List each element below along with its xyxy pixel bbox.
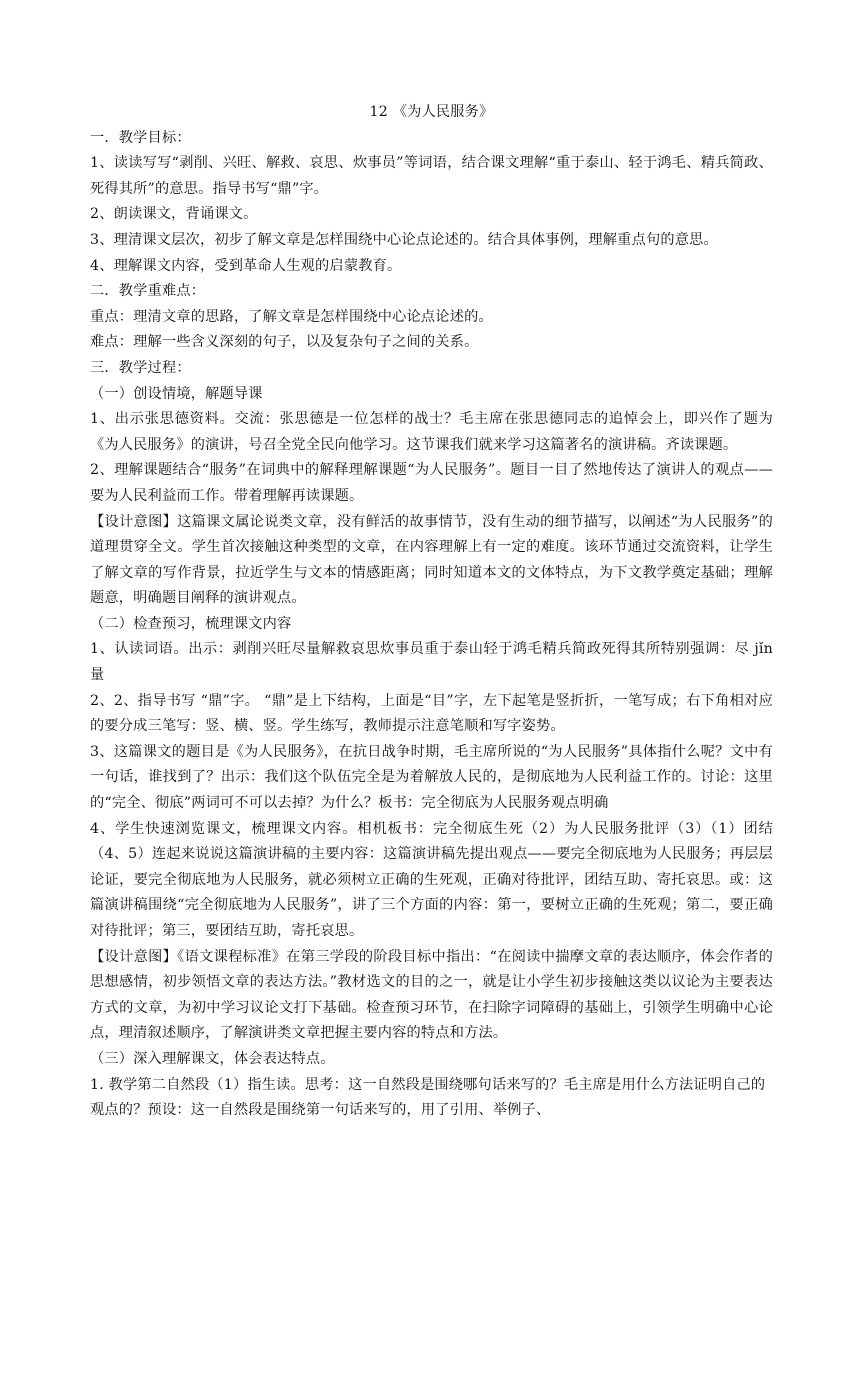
body-paragraph: 1. 教学第二自然段（1）指生读。思考：这一自然段是围绕哪句话来写的？毛主席是用什么方法证明自己的观点的？预设：这一自然段是围绕第一句话来写的，用了引用、举例子、 bbox=[90, 1076, 766, 1119]
body-paragraph: 3、这篇课文的题目是《为人民服务》，在抗日战争时期，毛主席所说的“为人民服务”具体指什么呢？文中有一句话，谁找到了？出示：我们这个队伍完全是为着解放人民的，是彻底地为人民利益工作的。讨论：这里的“完全、彻底”两词可不可以去掉？为什么？板书：完全彻底为人民服务观点明确 bbox=[90, 743, 773, 812]
body-paragraph: 1、出示张思德资料。交流：张思德是一位怎样的战士？毛主席在张思德同志的追悼会上，即兴作了题为《为人民服务》的演讲，号召全党全民向他学习。这节课我们就来学习这篇著名的演讲稿。齐读课题。 bbox=[90, 411, 773, 453]
body-paragraph: 4、学生快速浏览课文，梳理课文内容。相机板书：完全彻底生死（2）为人民服务批评（3）（1）团结（4、5）连起来说说这篇演讲稿的主要内容：这篇演讲稿先提出观点——要完全彻底地为人民服务；再层层论证，要完全彻底地为人民服务，就必须树立正确的生死观，正确对待批评，团结互助、寄托哀思。或：这篇演讲稿围绕“完全彻底地为人民服务”，讲了三个方面的内容：第一，要树立正确的生死观；第二，要正确对待批评；第三，要团结互助，寄托哀思。 bbox=[90, 820, 773, 939]
section-heading-objectives: 一．教学目标： bbox=[90, 129, 191, 146]
document-title: 12 《为人民服务》 bbox=[369, 104, 494, 120]
objective-item: 1、读读写写“剥削、兴旺、解救、哀思、炊事员”等词语，结合课文理解“重于泰山、轻于鸿毛、精兵简政、死得其所”的意思。指导书写“鼎”字。 bbox=[90, 155, 773, 197]
subsection-heading: （三）深入理解课文，体会表达特点。 bbox=[90, 1050, 335, 1067]
objective-item: 2、朗读课文，背诵课文。 bbox=[90, 206, 258, 223]
design-intent-paragraph: 【设计意图】《语文课程标准》在第三学段的阶段目标中指出：“在阅读中揣摩文章的表达顺序，体会作者的思想感情，初步领悟文章的表达方法。”教材选文的目的之一，就是让小学生初步接触这类以议论为主要表达方式的文章，为初中学习议论文打下基础。检查预习环节，在扫除字词障碍的基础上，引领学生明确中心论点，理清叙述顺序，了解演讲类文章把握主要内容的特点和方法。 bbox=[90, 948, 773, 1042]
section-heading-key-points: 二．教学重难点： bbox=[90, 283, 206, 300]
objective-item: 4、理解课文内容，受到革命人生观的启蒙教育。 bbox=[90, 257, 402, 274]
key-point-text: 重点：理清文章的思路，了解文章是怎样围绕中心论点论述的。 bbox=[90, 308, 493, 325]
section-heading-process: 三．教学过程： bbox=[90, 359, 191, 376]
body-paragraph: 2、2、指导书写 “鼎”字。 “鼎”是上下结构，上面是“目”字，左下起笔是竖折折，一笔写成；右下角相对应的要分成三笔写：竖、横、竖。学生练写，教师提示注意笔顺和写字姿势。 bbox=[90, 692, 773, 735]
subsection-heading: （一）创设情境，解题导课 bbox=[90, 385, 263, 402]
document-page bbox=[90, 100, 773, 1124]
body-paragraph: 1、认读词语。出示：剥削兴旺尽量解救哀思炊事员重于泰山轻于鸿毛精兵简政死得其所特别强调：尽 jǐn 量 bbox=[90, 641, 773, 684]
objective-item: 3、理清课文层次，初步了解文章是怎样围绕中心论点论述的。结合具体事例，理解重点句的意思。 bbox=[90, 231, 718, 248]
subsection-heading: （二）检查预习，梳理课文内容 bbox=[90, 615, 292, 632]
difficult-point-text: 难点：理解一些含义深刻的句子，以及复杂句子之间的关系。 bbox=[90, 334, 479, 351]
design-intent-paragraph: 【设计意图】这篇课文属论说类文章，没有鲜活的故事情节，没有生动的细节描写，以阐述“为人民服务”的道理贯穿全文。学生首次接触这种类型的文章，在内容理解上有一定的难度。该环节通过交流资料，让学生了解文章的写作背景，拉近学生与文本的情感距离；同时知道本文的文体特点，为下文教学奠定基础；理解题意，明确题目阐释的演讲观点。 bbox=[90, 513, 773, 607]
body-paragraph: 2、理解课题结合“服务”在词典中的解释理解课题“为人民服务”。题目一目了然地传达了演讲人的观点——要为人民利益而工作。带着理解再读课题。 bbox=[90, 462, 773, 504]
